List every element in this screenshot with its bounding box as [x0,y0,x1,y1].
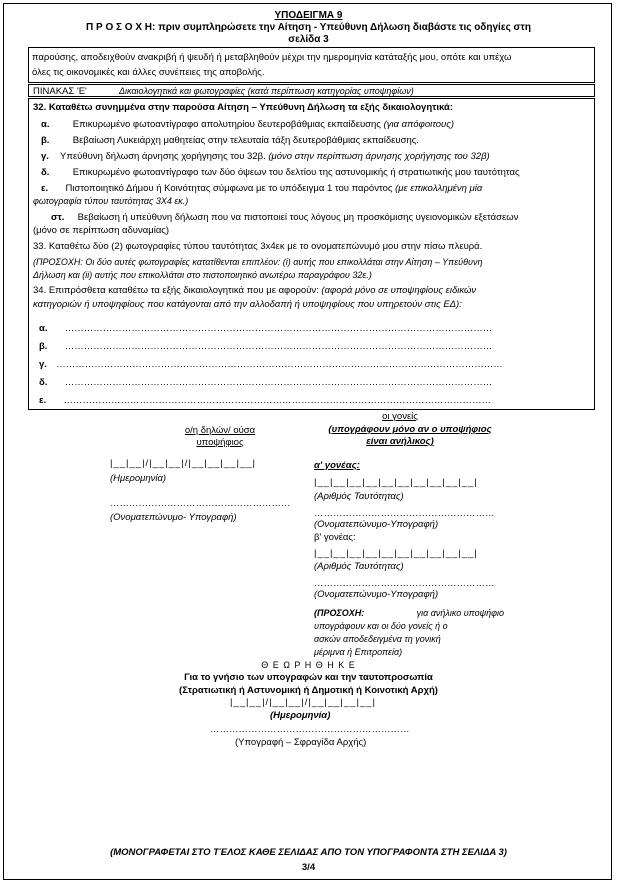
intro-line-1: παρούσης, αποδειχθούν ανακριβή ή ψευδή ή μεταβληθούν μέχρι την ημερομηνία κατάταξής μου, οπότε και υπέχω [32,52,512,63]
list-item: β. Βεβαίωση Λυκειάρχη μαθητείας στην τελευταία τάξη δευτεροβάθμιας εκπαίδευσης. [41,135,419,146]
section-34-text-1: 34. Επιπρόσθετα καταθέτω τα εξής δικαιολογητικά που με αφορούν: (αφορά μόνο σε υποψηφίους ειδικών [33,285,477,296]
item-e-note: φωτογραφία τύπου ταυτότητας 3Χ4 εκ.) [33,196,189,206]
certification-line-1: Για το γνήσιο των υπογραφών και την ταυτοπροσωπία [184,672,433,683]
name-signature-label: (Ονοματεπώνυμο- Υπογραφή) [110,512,237,523]
item-st-continuation: (μόνο σε περίπτωση αδυναμίας) [33,225,170,236]
list-item: α. Επικυρωμένο φωτοαντίγραφο απολυτηρίου δευτεροβάθμιας εκπαίδευσης (για απόφοιτους) [41,119,454,130]
certification-date-boxes[interactable]: |__|__|/|__|__|/|__|__|__|__| [230,697,376,708]
footer-note: (ΜΟΝΟΓΡΑΦΕΤΑΙ ΣΤΟ ΤΈΛΟΣ ΚΑΘΕ ΣΕΛΙΔΑΣ ΑΠΟ ΤΟΝ ΥΠΟΓΡΑΦΟΝΤΑ ΣΤΗ ΣΕΛΙΔΑ 3) [110,847,507,858]
parents-note-2: είναι ανήλικος) [366,436,434,447]
parent-a-signature-line[interactable]: ………………………………………………… [314,508,495,519]
dotted-row: γ. …………………………………………………………………………………………………………………………… [39,359,503,370]
dotted-row: α. ……………………………………………………………………………………………………………………… [39,323,493,334]
table-title: Δικαιολογητικά και φωτογραφίες (κατά περίπτωση κατηγορίας υποψηφίων) [119,86,414,96]
signature-line[interactable]: ………………………………………………… [110,498,291,509]
dotted-row: δ. ……………………………………………………………………………………………………………………… [39,377,493,388]
list-item: στ. Βεβαίωση ή υπεύθυνη δήλωση που να πιστοποιεί τους λόγους μη προσκόμισης υγειονομικών εξετάσεων [51,212,519,223]
declarant-title-2: υποψήφιος [196,437,244,448]
list-item: δ. Επικυρωμένο φωτοαντίγραφο των δύο όψεων του δελτίου της αστυνομικής ή στρατιωτικής μου ταυτότητας [41,167,520,178]
section-33-text: 33. Καταθέτω δύο (2) φωτογραφίες τύπου ταυτότητας 3x4εκ με το ονοματεπώνυμό μου στην πίσω πλευρά. [33,241,483,252]
certification-date-label: (Ημερομηνία) [270,710,331,721]
section-34-text-2: κατηγοριών ή υποψηφίους που κατάγονται από την αλλοδαπή ή υποψηφίους που υπηρετούν στις ΕΔ): [33,299,462,310]
certification-line-2: (Στρατιωτική ή Αστυνομική ή Δημοτική ή Κοινοτική Αρχή) [179,685,438,696]
certification-signature-line[interactable]: ……………………………………………………… [210,724,410,735]
list-item: ε. Πιστοποιητικό Δήμου ή Κοινότητας σύμφωνα με το υπόδειγμα 1 του παρόντος (με επικολλημένη μία [41,183,483,194]
parent-b-signature-line[interactable]: ………………………………………………… [314,578,495,589]
parents-title: οι γονείς [382,411,418,422]
certification-sign-label: (Υπογραφή – Σφραγίδα Αρχής) [235,737,367,748]
date-label: (Ημερομηνία) [110,473,167,484]
date-boxes[interactable]: |__|__|/|__|__|/|__|__|__|__| [110,458,256,469]
form-title: ΥΠΟΔΕΙΓΜΑ 9 [274,10,343,21]
warning-line-1: Π Ρ Ο Σ Ο Χ Η: πριν συμπληρώσετε την Αίτηση - Υπεύθυνη Δήλωση διαβάστε τις οδηγίες στη [86,22,531,33]
parent-a-name-label: (Ονοματεπώνυμο-Υπογραφή) [314,519,439,530]
certification-title: Θ Ε Ω Ρ Η Θ Η Κ Ε [261,660,356,670]
table-header [28,84,595,97]
section-32-heading: 32. Καταθέτω συνημμένα στην παρούσα Αίτηση – Υπεύθυνη Δήλωση τα εξής δικαιολογητικά: [33,102,453,113]
parent-a-label: α' γονέας: [314,460,360,471]
parent-a-id-boxes[interactable]: |__|__|__|__|__|__|__|__|__|__| [314,477,478,488]
intro-box [28,47,595,83]
section-33-note-1: (ΠΡΟΣΟΧΗ: Οι δύο αυτές φωτογραφίες κατατίθενται επιπλέον: (i) αυτής που επικολλάται στην Αίτηση – Υπεύθυνη [33,257,483,267]
parent-b-name-label: (Ονοματεπώνυμο-Υπογραφή) [314,589,439,600]
parent-b-label: β' γονέας: [314,532,356,543]
list-item: γ. Υπεύθυνη δήλωση άρνησης χορήγησης του 32β. (μόνο στην περίπτωση άρνησης χορήγησης του 32β) [41,151,490,162]
dotted-row: β. ……………………………………………………………………………………………………………………… [39,341,493,352]
page-number: 3/4 [301,862,316,873]
declarant-title-1: ο/η δηλών/ ούσα [184,425,256,436]
table-label: ΠΙΝΑΚΑΣ 'Ε' [33,86,87,97]
documents-section [28,98,595,410]
dotted-row: ε. ……………………………………………………………………………………………………………………… [39,395,491,406]
intro-line-2: όλες τις οικονομικές και άλλες συνέπειες της αποβολής. [32,67,265,78]
warning-line-2: σελίδα 3 [288,34,329,45]
section-33-note-2: Δήλωση και (ii) αυτής που επικολλάται στο πιστοποιητικό ανωτέρω παραγράφου 32ε.) [33,270,372,280]
parent-b-id-label: (Αριθμός Ταυτότητας) [314,561,404,572]
parent-a-id-label: (Αριθμός Ταυτότητας) [314,491,404,502]
parent-b-id-boxes[interactable]: |__|__|__|__|__|__|__|__|__|__| [314,548,478,559]
parents-note-1: (υπογράφουν μόνο αν ο υποψήφιος [328,424,492,435]
attention-note: (ΠΡΟΣΟΧΗ: για ανήλικο υποψήφιο υπογράφουν και οι δύο γονείς ή ο ασκών αποδεδειγμένα τη γονική μέριμνα ή Επιτροπεία) [314,608,504,657]
